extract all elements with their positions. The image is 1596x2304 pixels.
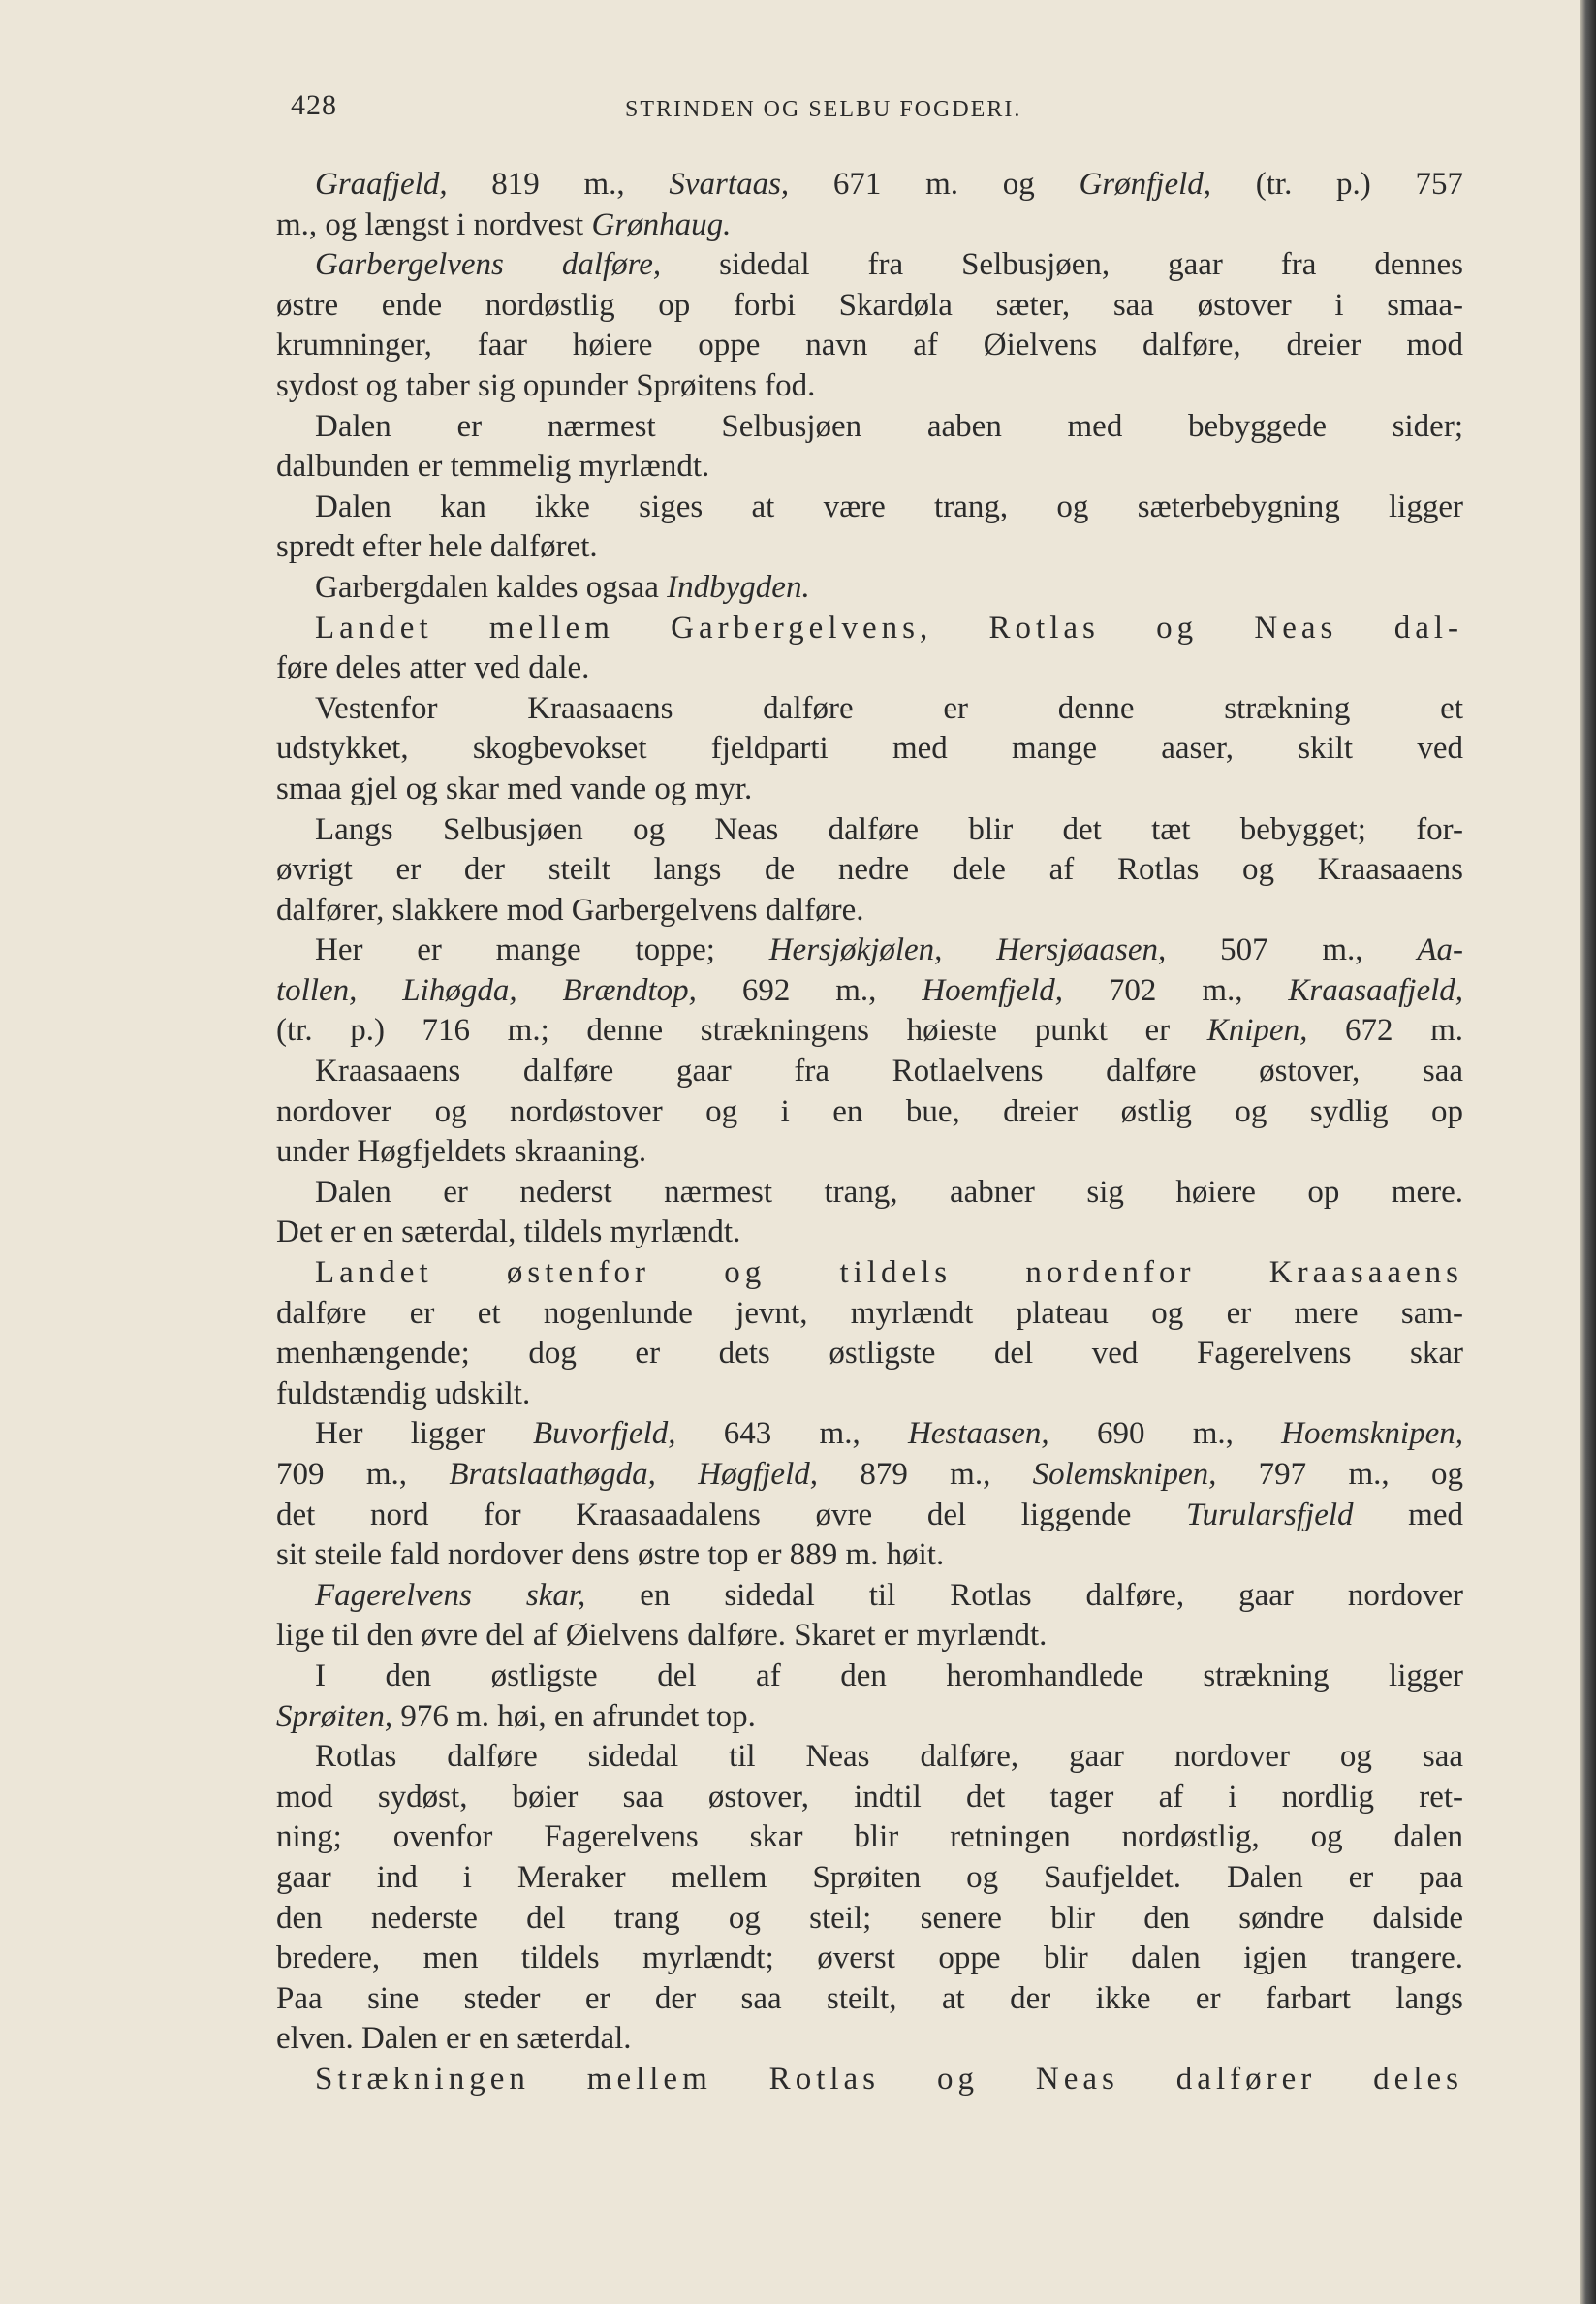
italic-segment: Graafjeld, — [315, 167, 448, 202]
text-segment: 507 m., — [1166, 932, 1418, 968]
text-segment: med — [1353, 1497, 1463, 1532]
text-line — [276, 729, 1463, 770]
text-segment: Dalen kan ikke siges at være trang, og sæterbebygning ligger — [315, 489, 1463, 524]
page-header — [291, 89, 1454, 128]
text-line — [276, 568, 1463, 609]
italic-segment: Hersjøkjølen, Hersjøaasen, — [768, 932, 1167, 968]
text-line — [276, 1979, 1463, 2020]
text-segment: 879 m., — [818, 1457, 1033, 1492]
text-segment: føre deles atter ved dale. — [276, 650, 590, 686]
text-segment: fuldstændig udskilt. — [276, 1375, 531, 1411]
text-segment: nordover og nordøstover og i en bue, dreier østlig og sydlig op — [276, 1093, 1463, 1129]
text-segment: dalbunden er temmelig myrlændt. — [276, 449, 710, 485]
text-segment: bredere, men tildels myrlændt; øverst oppe blir dalen igjen trangere. — [276, 1941, 1463, 1976]
text-segment: 672 m. — [1307, 1013, 1463, 1049]
text-line — [276, 165, 1463, 205]
text-segment: Vestenfor Kraasaaens dalføre er denne strækning et — [315, 690, 1463, 726]
text-segment: mod sydøst, bøier saa østover, indtil det tager af i nordlig ret- — [276, 1779, 1463, 1815]
text-line — [276, 1011, 1463, 1052]
text-line — [276, 205, 1463, 246]
text-segment: 797 m., og — [1216, 1457, 1463, 1492]
text-segment: 819 m., — [447, 167, 670, 202]
italic-segment: Solemsknipen, — [1032, 1457, 1217, 1492]
text-segment: Landet østenfor og tildels nordenfor Kraasaaens — [315, 1255, 1463, 1291]
text-line — [276, 1213, 1463, 1253]
text-segment: I den østligste del af den heromhandlede strækning ligger — [315, 1657, 1463, 1693]
text-segment: østre ende nordøstlig op forbi Skardøla sæter, saa østover i smaa- — [276, 287, 1463, 323]
text-segment: Langs Selbusjøen og Neas dalføre blir det tæt bebygget; for- — [315, 811, 1463, 847]
text-line — [276, 1496, 1463, 1536]
text-segment: ning; ovenfor Fagerelvens skar blir retningen nordøstlig, og dalen — [276, 1819, 1463, 1855]
text-segment: Det er en sæterdal, tildels myrlændt. — [276, 1215, 741, 1250]
text-segment: Strækningen mellem Rotlas og Neas dalfører deles — [315, 2061, 1463, 2097]
text-segment: dalføre er et nogenlunde jevnt, myrlændt plateau og er mere sam- — [276, 1295, 1463, 1331]
text-segment: smaa gjel og skar med vande og myr. — [276, 771, 753, 806]
italic-segment: Hoemfjeld, — [922, 972, 1064, 1008]
text-line — [276, 2060, 1463, 2100]
text-line — [276, 1253, 1463, 1294]
text-line — [276, 770, 1463, 810]
text-line — [276, 1939, 1463, 1979]
text-segment: Her er mange toppe; — [315, 932, 769, 968]
text-line — [276, 1052, 1463, 1092]
text-line — [276, 286, 1463, 327]
text-line — [276, 488, 1463, 528]
italic-segment: Indbygden. — [667, 569, 810, 605]
text-line — [276, 447, 1463, 488]
italic-segment: Turularsfjeld — [1186, 1497, 1354, 1532]
italic-segment: Hestaasen, — [907, 1416, 1049, 1452]
text-line — [276, 1294, 1463, 1335]
text-segment: Rotlas dalføre sidedal til Neas dalføre, gaar nordover og saa — [315, 1739, 1463, 1775]
text-line — [276, 1535, 1463, 1576]
page-number: 428 — [291, 89, 337, 121]
italic-segment: Grønhaug. — [591, 206, 732, 242]
text-segment: 643 m., — [675, 1416, 908, 1452]
text-segment: (tr. p.) 757 — [1211, 167, 1463, 202]
text-segment: spredt efter hele dalføret. — [276, 529, 598, 565]
text-line — [276, 245, 1463, 286]
italic-segment: Aa- — [1417, 932, 1463, 968]
text-line — [276, 1173, 1463, 1214]
text-segment: udstykket, skogbevokset fjeldparti med mange aaser, skilt ved — [276, 731, 1463, 767]
text-line — [276, 1374, 1463, 1415]
text-line — [276, 931, 1463, 971]
running-title: STRINDEN OG SELBU FOGDERI. — [625, 97, 1022, 122]
text-segment: Landet mellem Garbergelvens, Rotlas og Neas dal- — [315, 610, 1463, 646]
text-segment: Garbergdalen kaldes ogsaa — [315, 569, 668, 605]
text-line — [276, 326, 1463, 366]
text-line — [276, 1817, 1463, 1858]
text-line — [276, 810, 1463, 851]
text-segment: sidedal fra Selbusjøen, gaar fra dennes — [661, 247, 1463, 283]
text-line — [276, 1657, 1463, 1697]
text-segment: sydost og taber sig opunder Sprøitens fod. — [276, 367, 816, 403]
text-line — [276, 1778, 1463, 1818]
italic-segment: Grønfjeld, — [1079, 167, 1212, 202]
text-line — [276, 1899, 1463, 1940]
text-segment: en sidedal til Rotlas dalføre, gaar nordover — [585, 1577, 1463, 1613]
text-line — [276, 366, 1463, 407]
italic-segment: Fagerelvens skar, — [315, 1577, 586, 1613]
text-segment: 690 m., — [1048, 1416, 1282, 1452]
text-segment: 709 m., — [276, 1457, 450, 1492]
text-segment: Her ligger — [315, 1416, 533, 1452]
text-line — [276, 1737, 1463, 1778]
text-segment: 702 m., — [1063, 972, 1289, 1008]
text-line — [276, 1455, 1463, 1496]
text-line — [276, 1414, 1463, 1455]
text-line — [276, 527, 1463, 568]
text-line — [276, 891, 1463, 931]
text-segment: Paa sine steder er der saa steilt, at der ikke er farbart langs — [276, 1980, 1463, 2016]
text-segment: Kraasaaens dalføre gaar fra Rotlaelvens dalføre østover, saa — [315, 1054, 1463, 1089]
text-segment: under Høgfjeldets skraaning. — [276, 1134, 647, 1170]
text-line — [276, 1858, 1463, 1899]
text-line — [276, 1616, 1463, 1657]
text-line — [276, 2019, 1463, 2060]
text-line — [276, 1576, 1463, 1617]
italic-segment: Sprøiten, — [276, 1698, 393, 1734]
text-line — [276, 1132, 1463, 1173]
text-line — [276, 407, 1463, 448]
text-segment: gaar ind i Meraker mellem Sprøiten og Saufjeldet. Dalen er paa — [276, 1859, 1463, 1895]
text-segment: øvrigt er der steilt langs de nedre dele af Rotlas og Kraasaaens — [276, 852, 1463, 888]
text-segment: Dalen er nærmest Selbusjøen aaben med bebyggede sider; — [315, 408, 1463, 444]
italic-segment: Buvorfjeld, — [532, 1416, 676, 1452]
text-line — [276, 850, 1463, 891]
text-segment: 976 m. høi, en afrundet top. — [392, 1698, 756, 1734]
italic-segment: Knipen, — [1206, 1013, 1308, 1049]
italic-segment: Bratslaathøgda, Høgfjeld, — [449, 1457, 818, 1492]
italic-segment: Hoemsknipen, — [1281, 1416, 1463, 1452]
body-text — [276, 165, 1463, 2100]
text-segment: lige til den øvre del af Øielvens dalføre. Skaret er myrlændt. — [276, 1618, 1048, 1654]
text-segment: 671 m. og — [789, 167, 1080, 202]
text-segment: sit steile fald nordover dens østre top er 889 m. høit. — [276, 1537, 945, 1573]
text-segment: 692 m., — [696, 972, 923, 1008]
page-edge — [1580, 0, 1596, 2304]
text-line — [276, 689, 1463, 730]
text-segment: m., og længst i nordvest — [276, 206, 592, 242]
text-line — [276, 1334, 1463, 1374]
text-segment: (tr. p.) 716 m.; denne strækningens høieste punkt er — [276, 1013, 1207, 1049]
italic-segment: tollen, Lihøgda, Brændtop, — [276, 972, 697, 1008]
text-segment: Dalen er nederst nærmest trang, aabner sig høiere op mere. — [315, 1174, 1463, 1210]
text-segment: elven. Dalen er en sæterdal. — [276, 2021, 632, 2057]
text-line — [276, 1092, 1463, 1133]
text-segment: den nederste del trang og steil; senere blir den søndre dalside — [276, 1900, 1463, 1936]
italic-segment: Kraasaafjeld, — [1288, 972, 1463, 1008]
text-line — [276, 648, 1463, 689]
text-line — [276, 609, 1463, 649]
text-segment: det nord for Kraasaadalens øvre del liggende — [276, 1497, 1187, 1532]
text-line — [276, 1697, 1463, 1738]
text-segment: menhængende; dog er dets østligste del ved Fagerelvens skar — [276, 1336, 1463, 1372]
text-line — [276, 971, 1463, 1012]
text-segment: dalfører, slakkere mod Garbergelvens dalføre. — [276, 892, 864, 928]
italic-segment: Garbergelvens dalføre, — [315, 247, 662, 283]
italic-segment: Svartaas, — [669, 167, 790, 202]
text-segment: krumninger, faar høiere oppe navn af Øielvens dalføre, dreier mod — [276, 328, 1463, 363]
